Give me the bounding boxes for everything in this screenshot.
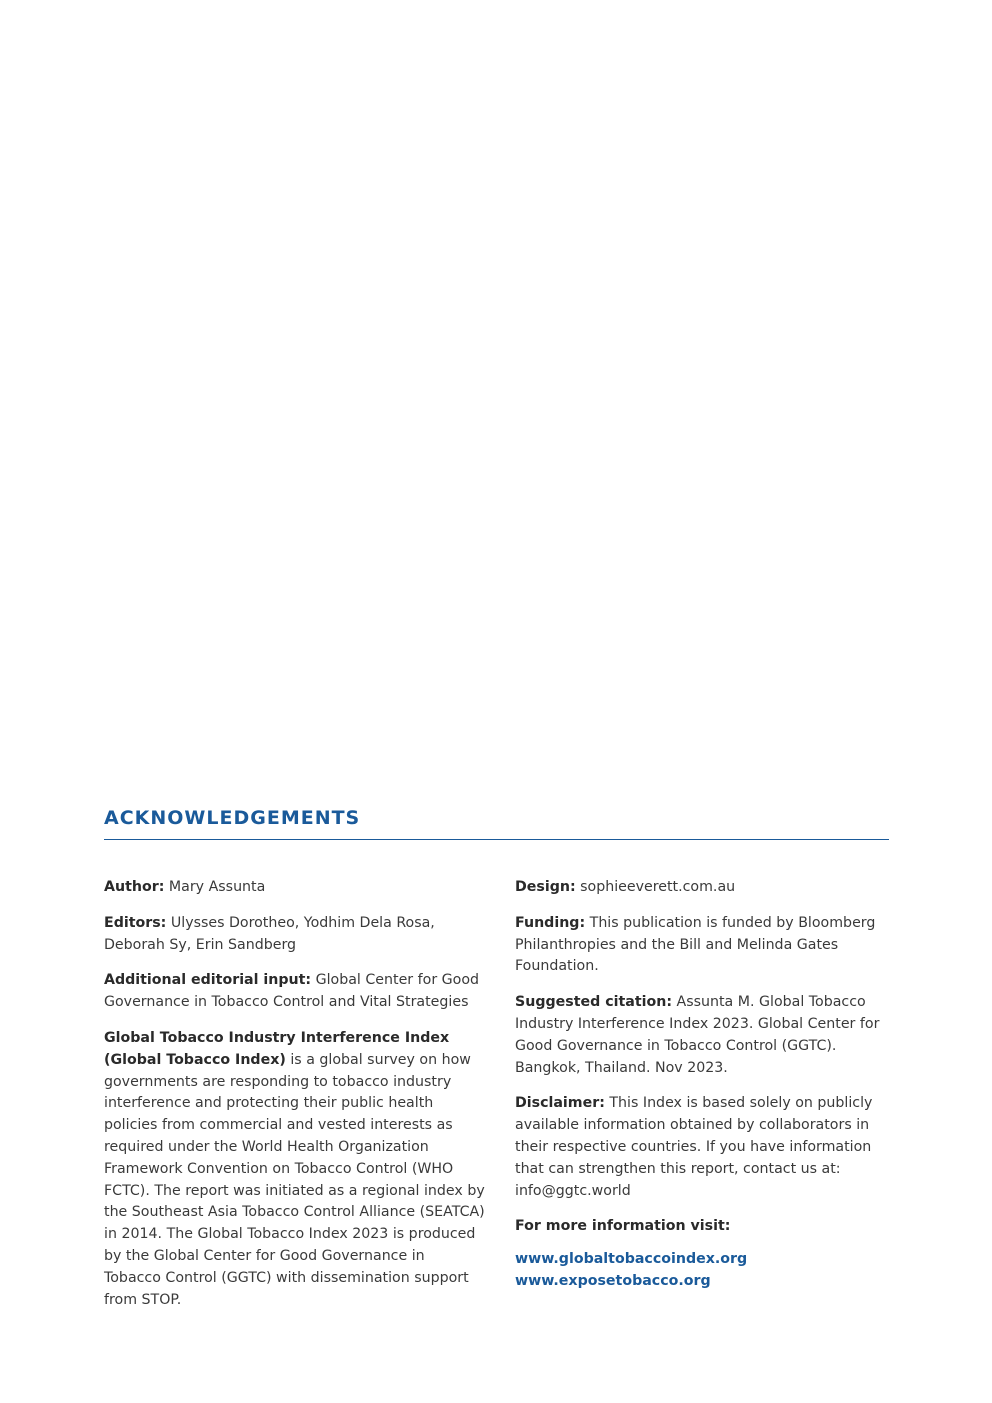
right-column xyxy=(515,877,889,1293)
more-info-label: For more information visit: xyxy=(515,1218,731,1235)
disclaimer xyxy=(515,1093,889,1202)
citation-value: Assunta M. Global Tobacco Industry Interference Index 2023. Global Center for Good Governance in Tobacco Control (GGTC). Bangkok, Thailand. Nov 2023. xyxy=(515,994,880,1076)
additional-input-label: Additional editorial input: xyxy=(104,972,312,989)
left-column xyxy=(104,877,486,1325)
funding-label: Funding: xyxy=(515,914,586,931)
additional-input-credit xyxy=(104,970,486,1014)
funding-value: This publication is funded by Bloomberg Philanthropies and the Bill and Melinda Gates Foundation. xyxy=(515,914,876,975)
design-credit xyxy=(515,877,889,899)
expose-tobacco-link[interactable]: www.exposetobacco.org xyxy=(515,1272,711,1289)
design-value: sophieeverett.com.au xyxy=(575,879,736,895)
editors-label: Editors: xyxy=(104,914,167,931)
author-value: Mary Assunta xyxy=(164,879,266,895)
author-credit xyxy=(104,877,486,899)
editors-credit xyxy=(104,913,486,957)
design-label: Design: xyxy=(515,879,576,895)
citation-label: Suggested citation: xyxy=(515,994,672,1011)
index-description-text: is a global survey on how governments are responding to tobacco industry interference and protecting their public health policies from commercial and vested interests as required under the World Health Organization Framework Convention on Tobacco Control (WHO FCTC). The report was initiated as a regional index by the Southeast Asia Tobacco Control Alliance (SEATCA) in 2014. The Global Tobacco Index 2023 is produced by the Global Center for Good Governance in Tobacco Control (GGTC) with dissemination support from STOP. xyxy=(104,1051,485,1308)
editors-value: Ulysses Dorotheo, Yodhim Dela Rosa, Deborah Sy, Erin Sandberg xyxy=(104,914,435,953)
disclaimer-value: This Index is based solely on publicly available information obtained by collaborators in their respective countries. If you have information that can strengthen this report, contact us at: info@ggtc.world xyxy=(515,1095,873,1199)
author-label: Author: xyxy=(104,879,165,895)
suggested-citation xyxy=(515,992,889,1079)
index-description xyxy=(104,1028,486,1311)
additional-input-value: Global Center for Good Governance in Tobacco Control and Vital Strategies xyxy=(104,972,480,1011)
heading-divider xyxy=(104,839,889,840)
global-tobacco-index-link[interactable]: www.globaltobaccoindex.org xyxy=(515,1251,748,1268)
disclaimer-label: Disclaimer: xyxy=(515,1095,605,1112)
funding-credit xyxy=(515,913,889,978)
section-heading: ACKNOWLEDGEMENTS xyxy=(104,807,361,829)
acknowledgements-section xyxy=(104,804,889,1308)
index-description-label: Global Tobacco Industry Interference Index (Global Tobacco Index) xyxy=(104,1029,450,1068)
